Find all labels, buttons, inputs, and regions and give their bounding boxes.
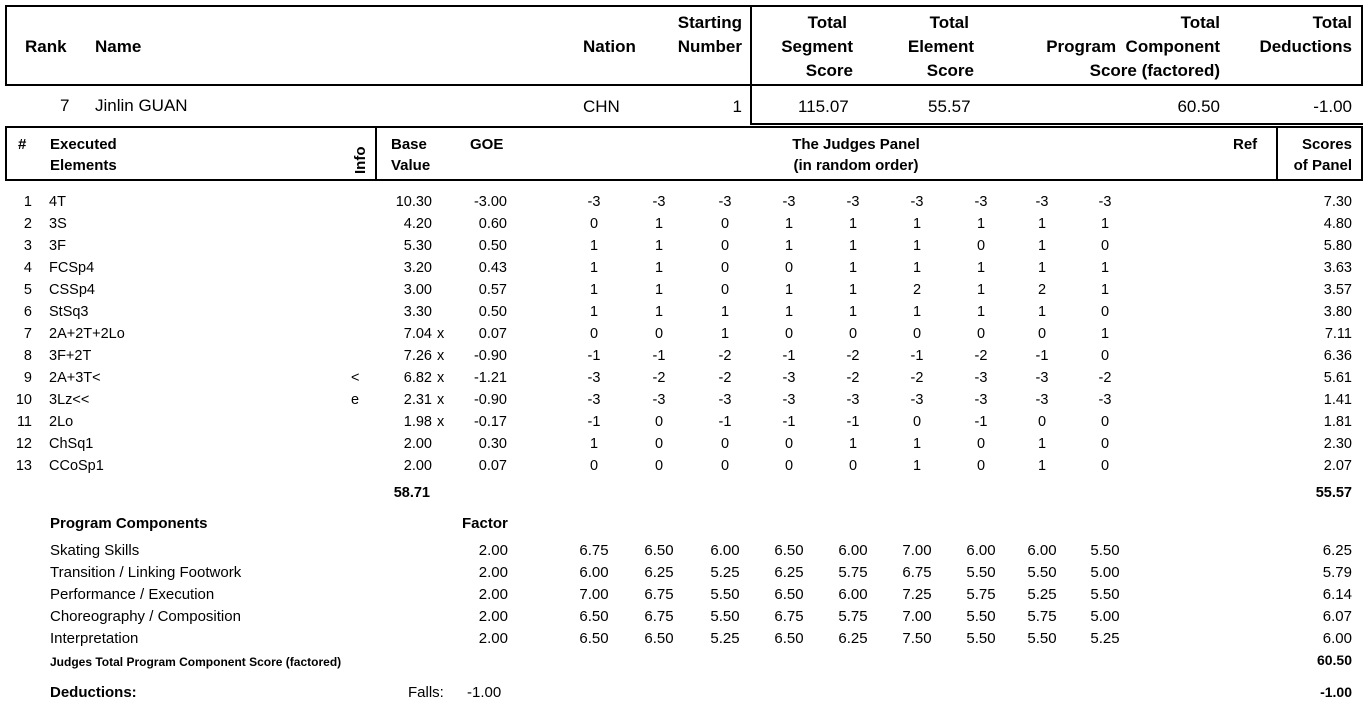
element-goe: 0.43 (478, 260, 507, 276)
component-judge-score: 5.25 (710, 564, 740, 581)
element-judge-score: 1 (848, 216, 858, 232)
element-judge-score: 1 (784, 216, 794, 232)
element-judge-score: -2 (718, 348, 732, 364)
component-judge-score: 6.75 (644, 586, 674, 603)
element-judge-score: 1 (720, 304, 730, 320)
element-goe: 0.50 (478, 304, 507, 320)
component-name: Skating Skills (50, 542, 140, 559)
element-judge-score: -3 (974, 392, 988, 408)
element-panel-score: 3.63 (1323, 260, 1352, 276)
element-judge-score: -3 (587, 370, 601, 386)
element-judge-score: 1 (848, 238, 858, 254)
element-judge-score: 1 (784, 282, 794, 298)
element-judge-score: 1 (976, 304, 986, 320)
component-judge-score: 6.25 (774, 564, 804, 581)
pcs-total-label: Judges Total Program Component Score (factored) (50, 655, 342, 669)
element-judge-score: -3 (718, 194, 732, 210)
component-score: 5.79 (1322, 564, 1352, 581)
elements-header-box (5, 126, 1363, 181)
component-judge-score: 5.50 (1090, 586, 1120, 603)
elements-info-divider (375, 126, 377, 181)
component-factor: 2.00 (478, 630, 508, 647)
component-name: Interpretation (50, 630, 139, 647)
element-base-value: 3.00 (403, 282, 432, 298)
element-judge-score: 1 (784, 304, 794, 320)
element-judge-score: 0 (912, 414, 922, 430)
element-judge-score: -3 (587, 392, 601, 408)
element-bonus-marker: x (437, 348, 445, 364)
component-judge-score: 5.50 (710, 586, 740, 603)
component-judge-score: 6.25 (644, 564, 674, 581)
element-judge-score: -1 (652, 348, 666, 364)
component-score: 6.07 (1322, 608, 1352, 625)
element-judge-score: 0 (784, 260, 794, 276)
element-judge-score: 2 (1037, 282, 1047, 298)
element-judge-score: 0 (784, 436, 794, 452)
element-judge-score: 1 (912, 216, 922, 232)
element-code: 3F (49, 238, 66, 254)
element-judge-score: 0 (976, 458, 986, 474)
component-name: Transition / Linking Footwork (50, 564, 242, 581)
element-bonus-marker: x (437, 414, 445, 430)
header-total-deductions: Total Deductions (1259, 13, 1352, 56)
col-base-value: Base Value (391, 136, 431, 174)
component-judge-score: 5.75 (966, 586, 996, 603)
element-judge-score: 1 (976, 260, 986, 276)
element-judge-score: 1 (848, 260, 858, 276)
element-judge-score: 1 (1037, 304, 1047, 320)
component-judge-score: 6.50 (774, 586, 804, 603)
falls-value: -1.00 (467, 684, 502, 701)
element-judge-score: 0 (654, 414, 664, 430)
element-judge-score: 1 (784, 238, 794, 254)
element-code: 3S (49, 216, 67, 232)
element-goe: -0.90 (473, 348, 507, 364)
element-panel-score: 1.41 (1323, 392, 1352, 408)
element-judge-score: -2 (910, 370, 924, 386)
element-judge-score: -2 (718, 370, 732, 386)
component-judge-score: 5.50 (1027, 564, 1057, 581)
header-rank: Rank (25, 37, 67, 56)
element-number: 4 (23, 260, 32, 276)
component-judge-score: 6.50 (774, 542, 804, 559)
elements-score-total: 55.57 (1315, 485, 1352, 501)
element-goe: 0.60 (478, 216, 507, 232)
element-judge-score: 0 (720, 216, 730, 232)
element-judge-score: -1 (587, 414, 601, 430)
summary-bottom-rule (750, 123, 1363, 125)
skater-rank: 7 (60, 96, 70, 115)
element-judge-score: 0 (848, 458, 858, 474)
element-judge-score: -3 (782, 194, 796, 210)
component-judge-score: 6.25 (838, 630, 868, 647)
element-judge-score: 1 (654, 282, 664, 298)
skater-pcs: 60.50 (1177, 97, 1220, 116)
component-judge-score: 5.50 (966, 564, 996, 581)
element-panel-score: 1.81 (1323, 414, 1352, 430)
element-judge-score: 1 (654, 304, 664, 320)
element-base-value: 10.30 (395, 194, 432, 210)
falls-label: Falls: (408, 684, 444, 701)
element-judge-score: 1 (912, 260, 922, 276)
component-judge-score: 7.25 (902, 586, 932, 603)
element-number: 10 (15, 392, 32, 408)
element-judge-score: 0 (589, 326, 599, 342)
element-code: CCoSp1 (49, 458, 104, 474)
header-total-element-score: Total Element Score (907, 13, 974, 80)
element-judge-score: -1 (846, 414, 860, 430)
element-code: 3F+2T (49, 348, 92, 364)
element-base-value: 3.20 (403, 260, 432, 276)
element-goe: -1.21 (473, 370, 507, 386)
component-judge-score: 6.00 (838, 542, 868, 559)
component-judge-score: 7.00 (902, 542, 932, 559)
col-executed-elements: Executed Elements (50, 136, 117, 174)
element-judge-score: 0 (912, 326, 922, 342)
element-judge-score: -3 (910, 194, 924, 210)
header-starting-number: Starting Number (677, 13, 742, 56)
element-judge-score: 0 (784, 326, 794, 342)
element-judge-score: 1 (589, 282, 599, 298)
component-judge-score: 5.25 (1090, 630, 1120, 647)
element-judge-score: 1 (589, 238, 599, 254)
component-judge-score: 6.75 (644, 608, 674, 625)
element-judge-score: 1 (912, 238, 922, 254)
element-number: 5 (23, 282, 32, 298)
element-judge-score: 0 (976, 436, 986, 452)
component-judge-score: 6.50 (774, 630, 804, 647)
skater-nation: CHN (583, 97, 620, 116)
element-judge-score: 1 (848, 282, 858, 298)
element-judge-score: 1 (1037, 436, 1047, 452)
element-panel-score: 6.36 (1323, 348, 1352, 364)
element-goe: 0.07 (478, 458, 507, 474)
element-panel-score: 4.80 (1323, 216, 1352, 232)
element-judge-score: 0 (1100, 238, 1110, 254)
component-factor: 2.00 (478, 608, 508, 625)
element-bonus-marker: x (437, 392, 445, 408)
element-panel-score: 7.11 (1324, 326, 1352, 342)
element-judge-score: -1 (718, 414, 732, 430)
component-judge-score: 6.00 (1027, 542, 1057, 559)
element-goe: -0.90 (473, 392, 507, 408)
component-judge-score: 5.50 (1090, 542, 1120, 559)
col-info: Info (352, 146, 369, 174)
element-base-value: 2.00 (403, 458, 432, 474)
element-code: FCSp4 (49, 260, 95, 276)
element-judge-score: 1 (1100, 260, 1110, 276)
component-judge-score: 7.50 (902, 630, 932, 647)
element-judge-score: -2 (846, 348, 860, 364)
deductions-label: Deductions: (50, 684, 137, 701)
element-number: 9 (23, 370, 32, 386)
element-base-value: 7.04 (403, 326, 432, 342)
element-judge-score: 1 (589, 436, 599, 452)
col-goe: GOE (470, 136, 504, 153)
element-panel-score: 2.07 (1323, 458, 1352, 474)
element-number: 7 (23, 326, 32, 342)
element-judge-score: -2 (974, 348, 988, 364)
element-base-value: 4.20 (403, 216, 432, 232)
element-judge-score: 0 (589, 216, 599, 232)
component-score: 6.25 (1322, 542, 1352, 559)
header-nation: Nation (583, 37, 636, 56)
element-judge-score: -3 (782, 370, 796, 386)
element-code: 2Lo (49, 414, 74, 430)
component-factor: 2.00 (478, 542, 508, 559)
factor-label: Factor (462, 515, 508, 532)
element-judge-score: 0 (1037, 326, 1047, 342)
element-judge-score: 1 (1100, 282, 1110, 298)
element-judge-score: 0 (654, 436, 664, 452)
element-judge-score: 0 (720, 282, 730, 298)
element-judge-score: 1 (589, 304, 599, 320)
element-judge-score: -3 (974, 370, 988, 386)
element-number: 11 (16, 414, 32, 430)
element-base-value: 3.30 (403, 304, 432, 320)
element-code: 2A+3T< (49, 370, 101, 386)
col-number: # (18, 136, 27, 153)
element-judge-score: 1 (654, 260, 664, 276)
element-judge-score: -3 (1035, 392, 1049, 408)
element-number: 13 (15, 458, 32, 474)
component-score: 6.14 (1322, 586, 1352, 603)
component-judge-score: 5.50 (710, 608, 740, 625)
element-code: StSq3 (49, 304, 89, 320)
element-judge-score: 0 (1100, 348, 1110, 364)
element-judge-score: 0 (784, 458, 794, 474)
element-goe: -3.00 (473, 194, 507, 210)
component-judge-score: 6.00 (838, 586, 868, 603)
component-judge-score: 5.00 (1090, 608, 1120, 625)
element-judge-score: 0 (976, 238, 986, 254)
element-code: 2A+2T+2Lo (49, 326, 125, 342)
element-code: CSSp4 (49, 282, 95, 298)
element-goe: 0.50 (478, 238, 507, 254)
element-code: ChSq1 (49, 436, 94, 452)
element-number: 2 (23, 216, 32, 232)
element-judge-score: 0 (976, 326, 986, 342)
skater-tss: 115.07 (798, 97, 849, 116)
element-number: 8 (23, 348, 32, 364)
deductions-total: -1.00 (1320, 684, 1352, 700)
element-judge-score: 0 (1100, 414, 1110, 430)
component-judge-score: 6.50 (579, 630, 609, 647)
summary-header-divider (750, 5, 752, 125)
element-number: 12 (15, 436, 32, 452)
component-judge-score: 5.75 (838, 564, 868, 581)
element-panel-score: 5.61 (1323, 370, 1352, 386)
component-judge-score: 6.75 (774, 608, 804, 625)
element-judge-score: -3 (910, 392, 924, 408)
skater-deductions: -1.00 (1313, 97, 1352, 116)
program-components-title: Program Components (50, 515, 208, 532)
component-name: Choreography / Composition (50, 608, 241, 625)
element-code: 4T (49, 194, 66, 210)
skater-name: Jinlin GUAN (95, 96, 188, 115)
col-judges-panel: The Judges Panel (in random order) (792, 136, 920, 174)
component-judge-score: 7.00 (902, 608, 932, 625)
component-judge-score: 7.00 (579, 586, 609, 603)
element-judge-score: -3 (1035, 370, 1049, 386)
pcs-total-value: 60.50 (1316, 652, 1352, 668)
element-goe: 0.30 (478, 436, 507, 452)
component-judge-score: 6.50 (644, 630, 674, 647)
element-judge-score: -1 (782, 348, 796, 364)
element-judge-score: -3 (652, 194, 666, 210)
element-judge-score: -3 (718, 392, 732, 408)
component-judge-score: 6.00 (579, 564, 609, 581)
element-judge-score: -2 (652, 370, 666, 386)
element-judge-score: 1 (720, 326, 730, 342)
component-judge-score: 6.50 (644, 542, 674, 559)
element-judge-score: 1 (912, 304, 922, 320)
element-judge-score: -3 (587, 194, 601, 210)
component-score: 6.00 (1322, 630, 1352, 647)
base-value-total: 58.71 (393, 485, 430, 501)
element-judge-score: 1 (589, 260, 599, 276)
element-judge-score: 0 (1037, 414, 1047, 430)
component-judge-score: 5.25 (1027, 586, 1057, 603)
element-judge-score: 1 (654, 238, 664, 254)
element-judge-score: 0 (720, 238, 730, 254)
element-number: 6 (23, 304, 32, 320)
element-judge-score: 1 (976, 216, 986, 232)
element-info: < (351, 370, 360, 386)
element-judge-score: 0 (720, 260, 730, 276)
element-judge-score: -1 (1035, 348, 1049, 364)
element-bonus-marker: x (437, 326, 445, 342)
element-panel-score: 7.30 (1323, 194, 1352, 210)
skater-starting-number: 1 (732, 97, 742, 116)
component-judge-score: 6.50 (579, 608, 609, 625)
element-judge-score: 1 (1037, 216, 1047, 232)
element-judge-score: 1 (1100, 326, 1110, 342)
element-base-value: 2.00 (403, 436, 432, 452)
element-judge-score: 2 (912, 282, 922, 298)
element-judge-score: -3 (782, 392, 796, 408)
element-number: 3 (23, 238, 32, 254)
element-judge-score: -2 (846, 370, 860, 386)
element-goe: 0.07 (478, 326, 507, 342)
skater-tes: 55.57 (928, 97, 971, 116)
element-judge-score: -3 (1035, 194, 1049, 210)
element-number: 1 (23, 194, 32, 210)
element-goe: 0.57 (478, 282, 507, 298)
element-judge-score: -3 (652, 392, 666, 408)
element-base-value: 1.98 (403, 414, 432, 430)
element-judge-score: 1 (1037, 260, 1047, 276)
element-base-value: 7.26 (403, 348, 432, 364)
element-goe: -0.17 (473, 414, 507, 430)
header-total-segment-score: Total Segment Score (781, 13, 853, 80)
element-judge-score: -3 (1098, 194, 1112, 210)
element-judge-score: 1 (976, 282, 986, 298)
element-bonus-marker: x (437, 370, 445, 386)
element-judge-score: 1 (1037, 238, 1047, 254)
element-judge-score: -3 (846, 392, 860, 408)
component-judge-score: 5.50 (966, 608, 996, 625)
element-judge-score: 1 (654, 216, 664, 232)
component-judge-score: 6.75 (902, 564, 932, 581)
col-scores-of-panel: Scores of Panel (1293, 136, 1352, 174)
component-judge-score: 6.00 (966, 542, 996, 559)
element-judge-score: 0 (848, 326, 858, 342)
element-judge-score: -1 (974, 414, 988, 430)
component-judge-score: 5.25 (710, 630, 740, 647)
element-info: e (351, 392, 360, 408)
header-name: Name (95, 37, 142, 56)
element-judge-score: -1 (910, 348, 924, 364)
element-base-value: 2.31 (403, 392, 432, 408)
component-factor: 2.00 (478, 564, 508, 581)
element-judge-score: 0 (654, 458, 664, 474)
element-base-value: 6.82 (403, 370, 432, 386)
component-judge-score: 5.50 (966, 630, 996, 647)
element-judge-score: -1 (782, 414, 796, 430)
element-panel-score: 5.80 (1323, 238, 1352, 254)
element-judge-score: -2 (1098, 370, 1112, 386)
element-judge-score: 1 (912, 436, 922, 452)
component-judge-score: 5.75 (1027, 608, 1057, 625)
element-code: 3Lz<< (49, 392, 90, 408)
element-judge-score: -3 (846, 194, 860, 210)
element-judge-score: -3 (1098, 392, 1112, 408)
component-judge-score: 6.75 (579, 542, 609, 559)
component-judge-score: 5.00 (1090, 564, 1120, 581)
element-judge-score: 1 (848, 304, 858, 320)
element-judge-score: 1 (1037, 458, 1047, 474)
element-panel-score: 3.80 (1323, 304, 1352, 320)
element-panel-score: 3.57 (1323, 282, 1352, 298)
header-total-program-component: Total Program Component Score (factored) (1046, 13, 1220, 80)
component-judge-score: 6.00 (710, 542, 740, 559)
element-panel-score: 2.30 (1323, 436, 1352, 452)
element-judge-score: 1 (1100, 216, 1110, 232)
element-judge-score: 0 (1100, 304, 1110, 320)
element-judge-score: 0 (1100, 436, 1110, 452)
element-judge-score: -3 (974, 194, 988, 210)
element-judge-score: 0 (720, 436, 730, 452)
element-judge-score: 0 (720, 458, 730, 474)
element-judge-score: 0 (589, 458, 599, 474)
element-judge-score: 1 (912, 458, 922, 474)
element-base-value: 5.30 (403, 238, 432, 254)
col-ref: Ref (1233, 136, 1258, 153)
element-judge-score: 0 (654, 326, 664, 342)
component-judge-score: 5.50 (1027, 630, 1057, 647)
component-judge-score: 5.75 (838, 608, 868, 625)
element-judge-score: 0 (1100, 458, 1110, 474)
component-factor: 2.00 (478, 586, 508, 603)
element-judge-score: -1 (587, 348, 601, 364)
element-judge-score: 1 (848, 436, 858, 452)
component-name: Performance / Execution (50, 586, 215, 603)
